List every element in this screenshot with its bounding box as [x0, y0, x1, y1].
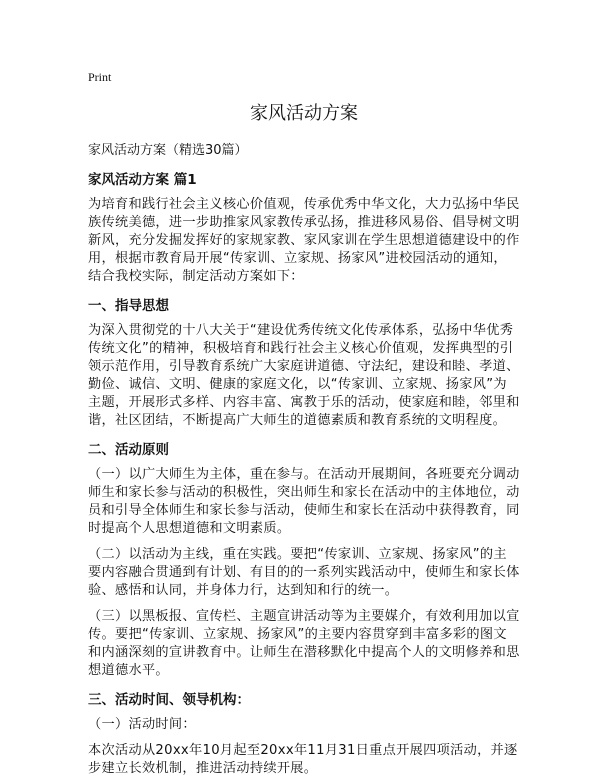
principle-2: （二）以活动为主线，重在实践。要把“传家训、立家规、扬家风”的主要内容融合贯通到有计划、有目的的一系列实践活动中，使师生和家长体验、感悟和认同，并身体力行，达到知和行的统一。	[88, 547, 520, 598]
principle-3: （三）以黑板报、宣传栏、主题宣讲活动等为主要媒介，有效利用加以宣传。要把“传家训、立家规、扬家风”的主要内容贯穿到丰富多彩的图文和内涵深刻的宣讲教育中。让师生在潜移默化中提高个人的文明修养和思想道德水平。	[88, 609, 520, 678]
document-subtitle: 家风活动方案（精选30篇）	[88, 143, 248, 158]
activity-time-paragraph: 本次活动从20xx年10月起至20xx年11月31日重点开展四项活动，并逐步建立长效机制，推进活动持续开展。	[88, 743, 518, 776]
heading-guiding-thought: 一、指导思想	[88, 298, 169, 314]
guiding-thought-paragraph: 为深入贯彻党的十八大关于“建设优秀传统文化传承体系，弘扬中华优秀传统文化”的精神，积极培育和践行社会主义核心价值观，发挥典型的引领示范作用，引导教育系统广大家庭讲道德、守法纪，建设和睦、孝道、勤俭、诚信、文明、健康的家庭文化，以“传家训、立家规、扬家风”为主题，开展形式多样、内容丰富、寓教于乐的活动，使家庭和睦，邻里和谐，社区团结，不断提高广大师生的道德素质和教育系统的文明程度。	[88, 323, 520, 428]
heading-principles: 二、活动原则	[88, 442, 169, 458]
principle-1: （一）以广大师生为主体，重在参与。在活动开展期间，各班要充分调动师生和家长参与活动的积极性，突出师生和家长在活动中的主体地位，动员和引导全体师生和家长参与活动，使师生和家长在活动中获得教育，同时提高个人思想道德和文明素质。	[88, 467, 520, 536]
activity-time-label: （一）活动时间：	[88, 717, 196, 732]
document-title: 家风活动方案	[250, 103, 358, 124]
intro-paragraph: 为培育和践行社会主义核心价值观，传承优秀中华文化，大力弘扬中华民族传统美德，进一步助推家风家教传承弘扬，推进移风易俗、倡导树文明新风，充分发掘发挥好的家规家教、家风家训在学生思想道德建设中的作用，根据市教育局开展“传家训、立家规、扬家风”进校园活动的通知，结合我校实际，制定活动方案如下：	[88, 197, 520, 284]
heading-time-leadership: 三、活动时间、领导机构：	[88, 692, 250, 708]
section-title: 家风活动方案 篇1	[88, 172, 197, 188]
print-label[interactable]: Print	[88, 70, 112, 84]
